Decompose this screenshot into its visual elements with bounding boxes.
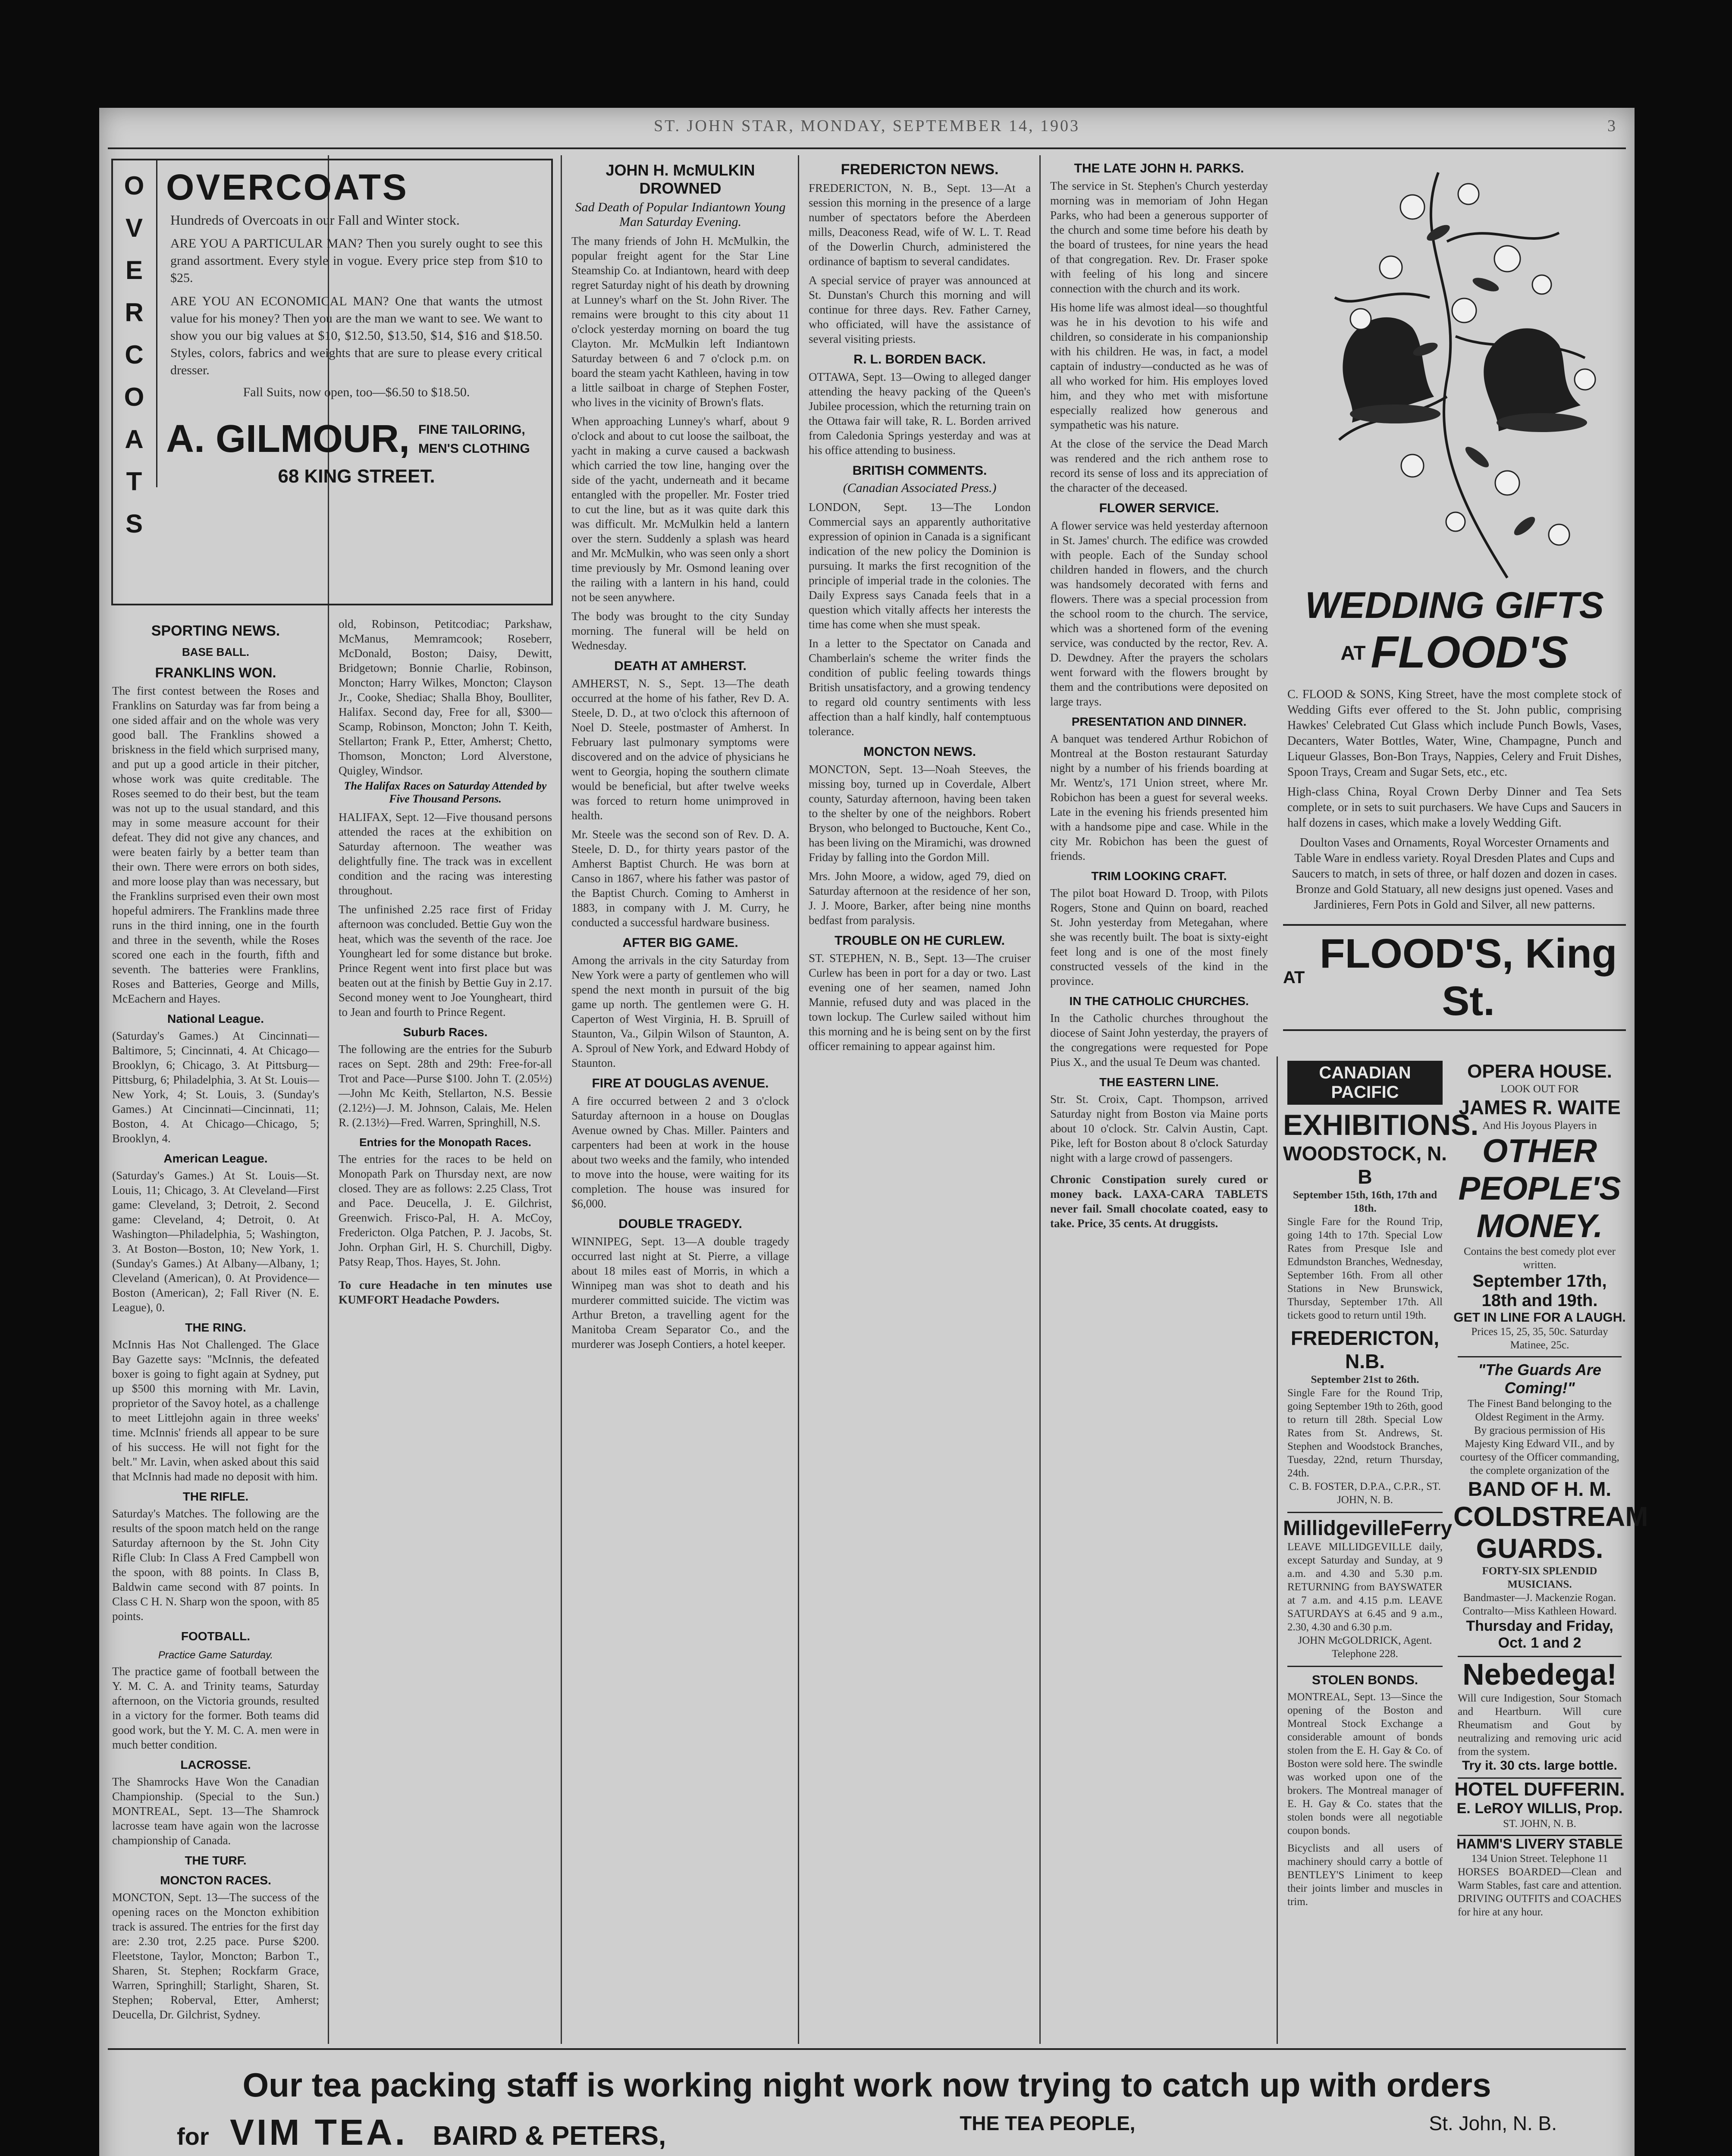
column-provincial-news [804,155,1035,2044]
other-title: OTHER [1482,1133,1597,1169]
floods-king-st: FLOOD'S, King St. [1319,931,1617,1024]
exhibitions-title: EXHIBITIONS. [1283,1109,1479,1141]
gilmour-name: A. GILMOUR, [166,417,410,461]
british-text-2: In a letter to the Spectator on Canada and Chamberlain's scheme the writer finds the condition of public feeling towards things British unsatisfactory, and a growing tendency to regard old country sentiments with less affection than a half kindly, half contemptuous tolerance. [809,637,1031,738]
franklins-text: The first contest between the Roses and Franklins on Saturday was far from being a one sided affair and on the whole was very good ball. The Franklins showed a briskness in the field which surprised many, and put up a good article in their pitcher, whose work was quite creditable. The Roses seemed to do their best, but the team was not up to the usual standard, and this may in some measure account for their defeat. They did not give any chances, and were beaten fairly by a better team than their own. There were errors on both sides, and more loose play than was necessary, but the Franklins surprised even their own most hopeful admirers. The Franklins made three runs in the third inning, one in the fourth and three in the seventh, while the Roses scored one each in the fourth, fifth and seventh. The batteries were Franklins, Roses and Batteries, George and Mills, McEachern and Hayes. [112,684,319,1005]
game-heading: AFTER BIG GAME. [622,936,738,950]
woodstock-text: Single Fare for the Round Trip, going 14th to 17th. Special Low Rates from Presque Isle and Edmundston Branches, Wednesday, September 16th. From all other Stations in New Brunswick, Thursday, September 17th. All tickets good to return until 19th. [1287,1216,1443,1321]
column-racing [334,617,556,2040]
vim-tea-banner [112,2061,1622,2156]
musicians: FORTY-SIX SPLENDID MUSICIANS. [1482,1565,1597,1590]
guards-permission: By gracious permission of His Majesty King Edward VII., and by courtesy of the Officer commanding, the complete organization of the [1460,1425,1619,1476]
bell-left [1343,317,1440,423]
column-church-news [1046,155,1272,2044]
game-text: Among the arrivals in the city Saturday from New York were a party of gentlemen who will spend the next month in pursuit of the big game up north. The gentlemen were G. H. Caperton of West Virginia, H. B. Spruill of Staunton, Va., Gilpin Wilson of Staunton, A. A. Sproul of New York, and Edward Hobdy of Staunton. [571,954,789,1069]
floods-text-3: Doulton Vases and Ornaments, Royal Worcester Ornaments and Table Ware in endless variety. Royal Dresden Plates and Cups and Saucers to match, in sets of three, or half dozen and dozen in cases. Bronze and Gold Statuary, all new designs just opened. Vases and Jardinieres, Fern Pots in Gold and Silver, all new patterns. [1292,836,1617,912]
lookout: LOOK OUT FOR [1500,1083,1579,1095]
fredericton-title: FREDERICTON, N.B. [1290,1327,1440,1373]
nebedega-title: Nebedega! [1462,1658,1617,1691]
dufferin-prop: E. LeROY WILLIS, Prop. [1456,1800,1623,1817]
lacrosse-heading: LACROSSE. [180,1758,251,1771]
fredericton-heading: FREDERICTON NEWS. [841,161,999,178]
monopath-text: The entries for the races to be held on Monopath Park on Thursday next, are now closed. They are as follows: 2.25 Class, Trot and Pace. Deucella, J. E. Gilchrist, Greenwich. Frisco-Pal, H. A. McCoy, Fredericton. Olga Patchen, P. J. Jacobs, St. John. Orphan Girl, H. S. Churchill, Digby. Patsy Reap, Thos. Hayes, St. John. [339,1153,552,1268]
overcoats-vertical [119,165,149,545]
prices: Prices 15, 25, 35, 50c. Saturday Matinee, 25c. [1471,1326,1608,1351]
eastern-heading: THE EASTERN LINE. [1099,1075,1219,1089]
football-heading: FOOTBALL. [181,1630,251,1643]
column-cpr-ad [1283,1061,1479,2040]
money-dates: September 17th, 18th and 19th. [1472,1272,1607,1310]
cp-line1: CANADIAN [1319,1063,1411,1082]
fire-heading: FIRE AT DOUGLAS AVENUE. [592,1076,769,1091]
masthead [99,116,1635,142]
hamm-address: 134 Union Street. Telephone 11 [1471,1853,1608,1865]
halifax-events: The unfinished 2.25 race first of Friday afternoon was concluded. Bettie Guy won the heat, which was the seventh of the race. Joe Youngheart led for some distance but broke. Prince Regent went into first place but was beaten out at the finish by Bettie Guy in 2.17. Second money went to Joe Youngheart, third to Jean and fourth to Prince Regent. [339,903,552,1018]
halifax-heading: The Halifax Races on Saturday Attended by Five Thousand Persons. [344,780,547,805]
british-text: LONDON, Sept. 13—The London Commercial says an apparently authoritative expression of opinion in Canada is a significant indication of the new policy the Dominion is pursuing. It marks the first recognition of the principle of imperial trade in the colonies. The Daily Express says Canada feels that in a question which vitally affects her interests the time has come when she must speak. [809,501,1031,631]
kumfort-ad: To cure Headache in ten minutes use KUMFORT Headache Powders. [339,1279,552,1306]
presentation-text: A banquet was tendered Arthur Robichon of Montreal at the Boston restaurant Saturday night by a number of his friends boarding at Mr. Wentz's, 171 Union street, where Mr. Robichon has been a guest for several weeks. Late in the evening his friends presented him with a handsome pipe and case. While in the city Mr. Robichon has been the guest of friends. [1050,732,1268,862]
moncton-races-text: MONCTON, Sept. 13—The success of the opening races on the Moncton exhibition track is assured. The entries for the first day are: 2.30 trot, 2.25 pace. Purse $200. Fleetstone, Taylor, Moncton; Barbon T., Sharen, St. Stephen; Rockfarm Grace, Warren, Springhill; Starlight, Sharen, St. Stephen; Roberval, Etter, Amherst; Deucella, Dr. Gilchrist, Sydney. [112,1891,319,2021]
monopath-heading: Entries for the Monopath Races. [359,1136,531,1149]
overcoats-vertical-text: OVERCOATS [124,171,144,538]
wedding-gifts-title: WEDDING GIFTS [1305,585,1604,626]
drowned-heading: JOHN H. McMULKIN DROWNED [606,161,755,197]
fall-suits: Fall Suits, now open, too—$6.50 to $18.50. [243,385,470,399]
hamm-title: HAMM'S LIVERY STABLE [1456,1836,1623,1852]
death-heading: DEATH AT AMHERST. [614,659,747,673]
death-text: AMHERST, N. S., Sept. 13—The death occurred at the home of his father, Rev D. A. Steele, D. D., at two o'clock this afternoon of Noel D. Steele, postmaster of Amherst. In February last pulmonary symptoms were discovered and on the advice of physicians he went to Georgia, hoping the southern climate would be beneficial, but after twelve weeks was forced to return home unimproved in health. [571,677,789,822]
column-divider [798,155,799,2044]
drowned-text-3: The body was brought to the city Sunday morning. The funeral will be held on Wednesday. [571,610,789,652]
drowned-text: The many friends of John H. McMulkin, the popular freight agent for the Star Line Steamship Co. at Indiantown, heard with deep regret Saturday night of his death by drowning at Lunney's wharf on the St. John River. The remains were brought to this city about 11 o'clock yesterday morning on board the tug Clayton. Mr. McMulkin left Indiantown Saturday between 6 and 7 o'clock p.m. on board the steam yacht Kathleen, having in tow a little sailboat in charge of Stephen Foster, who lives in the vicinity of Brown's flats. [571,235,789,409]
results-text: old, Robinson, Petitcodiac; Parkshaw, McManus, Memramcook; Roseberr, McDonald, Boston; Daisy, Dewitt, Bridgetown; Bonnie Charlie, Robinson, Moncton; Harry Wilkes, Moncton; Clayson Jr., Cooke, Shediac; Shalla Bhoy, Boulliter, Halifax. Second day, Free for all, $300—Scamp, Robinson, Moncton; John T. Keith, Stellarton; Frank P., Etter, Amherst; Chetto, Thomson, Moncton; Lord Alverstone, Quigley, Windsor. [339,617,552,777]
franklins-heading: FRANKLINS WON. [155,665,276,680]
overcoats-heading: OVERCOATS [166,167,408,207]
band-title: BAND OF H. M. [1468,1478,1612,1500]
masthead-title: ST. JOHN STAR, MONDAY, SEPTEMBER 14, 1903 [654,117,1080,135]
troop-heading: TRIM LOOKING CRAFT. [1091,869,1227,883]
peoples-title: PEOPLE'S [1458,1170,1621,1207]
nebedega-text: Will cure Indigestion, Sour Stomach and Heartburn. Will cure Rheumatism and Gout by neutralizing and removing uric acid from the system. [1458,1692,1622,1758]
guards-desc: The Finest Band belonging to the Oldest Regiment in the Army. [1468,1398,1612,1423]
presentation-heading: PRESENTATION AND DINNER. [1071,715,1247,728]
money-desc: Contains the best comedy plot ever written. [1463,1246,1616,1271]
column-divider [1277,1056,1278,2044]
waite-name: JAMES R. WAITE [1459,1096,1621,1119]
stolen-heading: STOLEN BONDS. [1312,1673,1418,1687]
parks-heading: THE LATE JOHN H. PARKS. [1074,161,1244,175]
newspaper-page [99,108,1648,2156]
fredericton-dates: September 21st to 26th. [1311,1374,1419,1385]
floods-text: C. FLOOD & SONS, King Street, have the most complete stock of Wedding Gifts ever offered to the St. John public, comprising Hawkes' Celebrated Cut Glass which include Punch Bowls, Vases, Decanters, Water Bottles, Water, Wine, Champagne, Punch and Liqueur Glasses, Bon-Bon Trays, Nappies, Celery and Fruit Dishes, Spoon Trays, Cream and Sugar Sets, etc., etc. [1287,688,1622,779]
banner-for: for [177,2123,209,2150]
churches-heading: IN THE CATHOLIC CHURCHES. [1069,994,1249,1008]
top-rule [108,147,1626,149]
dufferin-place: ST. JOHN, N. B. [1503,1818,1576,1830]
ring-heading: THE RING. [185,1321,246,1334]
fredericton-text-2: A special service of prayer was announced at St. Dunstan's Church this morning and will continue for three days. Rev. Father Carney, who officiated, will have the assistance of several visiting priests. [809,274,1031,345]
concert-dates: Thursday and Friday, Oct. 1 and 2 [1466,1618,1613,1651]
curlew-text: ST. STEPHEN, N. B., Sept. 13—The cruiser Curlew has been in port for a day or two. Last evening one of her seamen, named John Mannie, refused duty and was placed in the town lockup. The Curlew sailed without him this morning and he is being sent on by the first officer remaining to appear against him. [809,952,1031,1053]
rifle-heading: THE RIFLE. [182,1490,249,1503]
flower-heading: FLOWER SERVICE. [1099,501,1219,515]
banner-line1: Our tea packing staff is working night work now trying to catch up with orders [242,2066,1491,2104]
banner-tea-people: THE TEA PEOPLE, [960,2112,1136,2134]
ferry-title: MillidgevilleFerry [1283,1517,1453,1540]
american-heading: American League. [163,1152,268,1165]
parks-text-2: His home life was almost ideal—so thoughtful was he in his devotion to his wife and children, so considerate in his companionship with his children. He was, in fact, a model captain of industry—conducted as he was of all who worked for him. His employes loved him, and they who met with misfortune especially realized how generous and sympathetic was his nature. [1050,301,1268,431]
cp-line2: PACIFIC [1331,1083,1399,1102]
woodstock-title: WOODSTOCK, N. B [1283,1142,1447,1188]
floods-text-2: High-class China, Royal Crown Derby Dinner and Tea Sets complete, or in sets to suit purchasers. We have Cups and Saucers in half dozens in cases, which make a lovely Wedding Gift. [1287,785,1622,830]
moncton-text: MONCTON, Sept. 13—Noah Steeves, the missing boy, turned up in Coverdale, Albert county, Saturday afternoon, having been taken to the shelter by one of the neighbors. Robert Bryson, who belonged to Buctouche, Kent Co., has been living on the Miramichi, was drowned Friday by falling into the Gordon Mill. [809,763,1031,864]
rifle-text: Saturday's Matches. The following are the results of the spoon match held on the range Saturday afternoon by the St. John City Rifle Club: In Class A Fred Campbell won the spoon, with 88 points. In Class B, Baldwin came second with 87 points. In Class C H. N. Sharp won the spoon, with 85 points. [112,1507,319,1623]
floods-ad [1283,155,1626,1052]
parks-text: The service in St. Stephen's Church yesterday morning was in memoriam of John Hegan Parks, who had been a generous supporter of the church and some time before his death by the board of trustees, for nine years the head of that congregation. Rev. Dr. Fraser spoke with feeling of his long and sincere connection with the church and its work. [1050,179,1268,295]
fire-text: A fire occurred between 2 and 3 o'clock Saturday afternoon in a house on Douglas Avenue owned by Chas. Miller. Painters and carpenters had been at work in the house about two weeks and the family, who intended to move into the house, were waiting for its completion. The house was insured for $6,000. [571,1094,789,1210]
money-title: MONEY. [1476,1208,1603,1244]
bell-right [1484,328,1587,432]
borden-text: OTTAWA, Sept. 13—Owing to alleged danger attending the heavy packing of the Queen's Jubilee procession, which the returning train on the Ottawa fair will take, R. L. Borden arrived from Caledonia Springs yesterday and was at his office attending to business. [809,370,1031,457]
baseball-heading: BASE BALL. [182,646,249,658]
troop-text: The pilot boat Howard D. Troop, with Pilots Rogers, Stone and Quinn on board, reached St. John yesterday from Metegahan, where she was recently built. The boat is sixty-eight feet long and is one of the most finely constructed vessels of the kind in the province. [1050,887,1268,987]
bandmaster: Bandmaster—J. Mackenzie Rogan. Contralto—Miss Kathleen Howard. [1462,1592,1617,1617]
opera-title: OPERA HOUSE. [1467,1061,1612,1082]
british-subheading: (Canadian Associated Press.) [843,481,997,495]
curlew-heading: TROUBLE ON HE CURLEW. [835,934,1005,948]
laugh-line: GET IN LINE FOR A LAUGH. [1453,1310,1626,1325]
laxacara-ad: Chronic Constipation surely cured or money back. LAXA-CARA TABLETS never fail. Small chocolate coated, easy to take. Price, 35 cents. At druggists. [1050,1173,1268,1230]
woodstock-dates: September 15th, 16th, 17th and 18th. [1293,1189,1437,1214]
bottom-rule [108,2048,1626,2050]
suburb-text: The following are the entries for the Suburb races on Sept. 28th and 29th: Free-for-all Trot and Pace—Purse $100. John T. (2.05½)—John Mc Keith, Stellarton, N.S. Bessie (2.12½)—J. M. Johnson, Calais, Me. Helen R. (2.13½)—Fred. Warren, Springhill, N.S. [339,1043,552,1129]
ferry-text: LEAVE MILLIDGEVILLE daily, except Saturday and Sunday, at 9 a.m. and 4.30 and 5.30 p.m. RETURNING from BAYSWATER at 7 a.m. and 4.15 p.m. LEAVE SATURDAYS at 6.45 and 9 a.m., 2.30, 4.30 and 6.30 p.m. [1287,1541,1443,1633]
moncton-text-2: Mrs. John Moore, a widow, aged 79, died on Saturday afternoon at the residence of her son, J. J. Moore, Barker, after being nine months bedfast from paralysis. [809,870,1031,927]
ferry-agent: JOHN McGOLDRICK, Agent. Telephone 228. [1298,1635,1432,1660]
coldstream-title: COLDSTREAM [1453,1501,1648,1532]
sporting-heading: SPORTING NEWS. [151,623,280,639]
dufferin-title: HOTEL DUFFERIN. [1454,1779,1625,1800]
british-heading: BRITISH COMMENTS. [852,464,987,478]
page-number: 3 [1607,117,1617,135]
guards-title: GUARDS. [1476,1533,1603,1564]
fredericton-text: FREDERICTON, N. B., Sept. 13—At a session this morning in the presence of a large number of spectators before the Aberdeen mills, Deaconess Read, wife of W. L. T. Read of the Dowerlin Church, administered the ordinance of baptism to several candidates. [809,182,1031,268]
cp-agent: C. B. FOSTER, D.P.A., C.P.R., ST. JOHN, N. B. [1289,1481,1441,1506]
eastern-text: Str. St. Croix, Capt. Thompson, arrived Saturday night from Boston via Maine ports about 10 o'clock. Str. Calvin Austin, Capt. Pike, left for Boston about 8 o'clock Saturday night with a large crowd of passengers. [1050,1093,1268,1164]
fredericton-text: Single Fare for the Round Trip, going September 19th to 26th, good to return till 28th. Special Low Rates from St. Andrews, St. Stephen and Woodstock Branches, Tuesday, 22nd, return Thursday, 24th. [1287,1387,1443,1479]
tragedy-text: WINNIPEG, Sept. 13—A double tragedy occurred last night at St. Pierre, a village about 18 miles east of Morris, in which a Winnipeg man was shot to death and his murderer committed suicide. The victim was Arthur Breton, a travelling agent for the Manitoba Cream Separator Co., and the murderer was Joseph Contiers, a hotel keeper. [571,1235,789,1351]
parks-text-3: At the close of the service the Dead March was rendered and the rich anthem rose to record its sense of loss and its appreciation of the character of the deceased. [1050,437,1268,494]
borden-heading: R. L. BORDEN BACK. [853,352,986,367]
gilmour-tag-tailoring: FINE TAILORING, [418,422,525,437]
column-sporting [108,617,323,2040]
suburb-heading: Suburb Races. [403,1025,488,1039]
banner-baird: BAIRD & PETERS, [433,2121,666,2151]
column-divider [1039,155,1041,2044]
american-text: (Saturday's Games.) At St. Louis—St. Louis, 11; Chicago, 3. At Cleveland—First game: Cleveland, 3; Detroit, 2. Second game: Cleveland, 4; Detroit, 0. At Washington—Philadelphia, 5; Washington, 3. At Boston—Boston, 10; New York, 1. (Sunday's Games.) At Albany—Albany, 1; Cleveland (American), 0. At Providence—Boston (American), 2; Fall River (N. E. League), 0. [112,1169,319,1314]
floods-title: FLOOD'S [1371,627,1569,677]
drowned-subheading: Sad Death of Popular Indiantown Young Man Saturday Evening. [575,200,786,229]
ring-text: McInnis Has Not Challenged. The Glace Bay Gazette says: "McInnis, the defeated boxer is going to fight again at Sydney, put up $500 this morning with Mr. Lavin, proprietor of the Savoy hotel, as a challenge to meet Littlejohn again in three weeks' time. McInnis' friends all appear to be sure of his success. He will not fight for the belt." Mr. Lavin, when asked about this said that McInnis had made no deposit with him. [112,1338,319,1483]
cp-logo [1287,1061,1443,1105]
national-text: (Saturday's Games.) At Cincinnati—Baltimore, 5; Cincinnati, 4. At Chicago—Brooklyn, 6; Chicago, 3. At Pittsburg—Pittsburg, 6; Philadelphia, 3. At St. Louis—New York, 4; St. Louis, 3. (Sunday's Games.) At Cincinnati—Cincinnati, 11; Boston, 4. At Chicago—Chicago, 5; Brooklyn, 4. [112,1029,319,1145]
stolen-text: MONTREAL, Sept. 13—Since the opening of the Boston and Montreal Stock Exchange a considerable amount of bonds stolen from the E. H. Gay & Co. of Boston were sold here. The swindle was worked upon one of the brokers. The Montreal manager of E. H. Gay & Co. states that the stolen bonds were all negotiable coupon bonds. [1287,1691,1443,1836]
guards-coming: "The Guards Are Coming!" [1478,1361,1601,1397]
column-divider [561,155,562,2044]
overcoats-q2: ARE YOU AN ECONOMICAL MAN? One that wants the utmost value for his money? Then you are the man we want to see. We want to show you our big values at $10, $12.50, $13.50, $14, $16 and $18.50. Styles, colors, fabrics and weights that are sure to please every critical dresser. [170,294,543,377]
drowned-text-2: When approaching Lunney's wharf, about 9 o'clock and about to cut loose the sailboat, the yacht in making a curve caused a backwash which carried the tow line, hanging over the side of the yacht, underneath and it became entangled with the propeller. Mr. Foster tried to cut the line, but as it was quite dark this was difficult. Mr. McMulkin held a lantern over the stern. Suddenly a splash was heard and Mr. McMulkin, who was seen only a short time previously by Mr. Osmond leaning over the railing with a lantern in his hand, could not be seen anywhere. [571,415,789,604]
churches-text: In the Catholic churches throughout the diocese of Saint John yesterday, the prayers of the congregations were requested for Pope Pius X., and the usual Te Deum was chanted. [1050,1012,1268,1069]
column-entertainment [1453,1061,1648,2040]
death-text-2: Mr. Steele was the second son of Rev. D. A. Steele, D. D., for thirty years pastor of the Amherst Baptist Church. He was born at Canso in 1867, where his father was pastor of the Baptist Church. Coming to Amherst in 1883, in company with J. M. Curry, he conducted a successful hardware business. [571,828,789,929]
overcoats-lead: Hundreds of Overcoats in our Fall and Winter stock. [170,212,460,228]
football-text: The practice game of football between the Y. M. C. A. and Trinity teams, Saturday afternoon, on the Victoria grounds, resulted in a victory for the former. Both teams did good work, but the Y. M. C. A. men were in much better condition. [112,1665,319,1751]
overcoats-q1: ARE YOU A PARTICULAR MAN? Then you surely ought to see this grand assortment. Every style in vogue. Every price step from $10 to $25. [170,236,543,285]
lacrosse-text: The Shamrocks Have Won the Canadian Championship. (Special to the Sun.) MONTREAL, Sept. 13—The Shamrock lacrosse team have again won the lacrosse championship of Canada. [112,1775,319,1847]
gilmour-address: 68 KING STREET. [278,466,435,487]
column-local-news [567,155,794,2044]
nebedega-try: Try it. 30 cts. large bottle. [1462,1758,1618,1773]
floods-king-at: AT [1283,968,1305,987]
halifax-text: HALIFAX, Sept. 12—Five thousand persons attended the races at the exhibition on Saturday afternoon. The weather was delightfully fine. The track was in excellent condition and the racing was interesting throughout. [339,811,552,897]
turf-heading: THE TURF. [185,1854,247,1867]
national-heading: National League. [167,1012,264,1025]
moncton-races-heading: MONCTON RACES. [160,1874,271,1887]
tragedy-heading: DOUBLE TRAGEDY. [618,1217,742,1231]
flower-text: A flower service was held yesterday afternoon in St. James' church. The edifice was crowded with people. Each of the Sunday school children handed in flowers, and the church was handsomely decorated with ferns and flowers. There was a special procession from the school room to the church. The service, which was a shortened form of the evening service, was conducted by the rector, Rev. A. D. Dewdney. After the prayers the scholars went forward with the flowers brought by them and the contributions were deposited on large trays. [1050,519,1268,708]
banner-st-john: St. John, N. B. [1429,2112,1557,2134]
wedding-bells-illustration [1283,155,1626,595]
moncton-heading: MONCTON NEWS. [863,745,976,759]
overcoats-ad [108,155,556,612]
wedding-at: AT [1340,641,1366,664]
waite-sub: And His Joyous Players in [1482,1120,1597,1131]
bentley-ad: Bicyclists and all users of machinery should carry a bottle of BENTLEY'S Liniment to keep their joints limber and muscles in trim. [1287,1843,1443,1908]
banner-vim-tea: VIM TEA. [230,2112,408,2153]
practice-heading: Practice Game Saturday. [158,1649,273,1661]
gilmour-tag-clothing: MEN'S CLOTHING [418,441,530,456]
hamm-text: HORSES BOARDED—Clean and Warm Stables, fast care and attention. DRIVING OUTFITS and COACHES for hire at any hour. [1458,1866,1622,1918]
